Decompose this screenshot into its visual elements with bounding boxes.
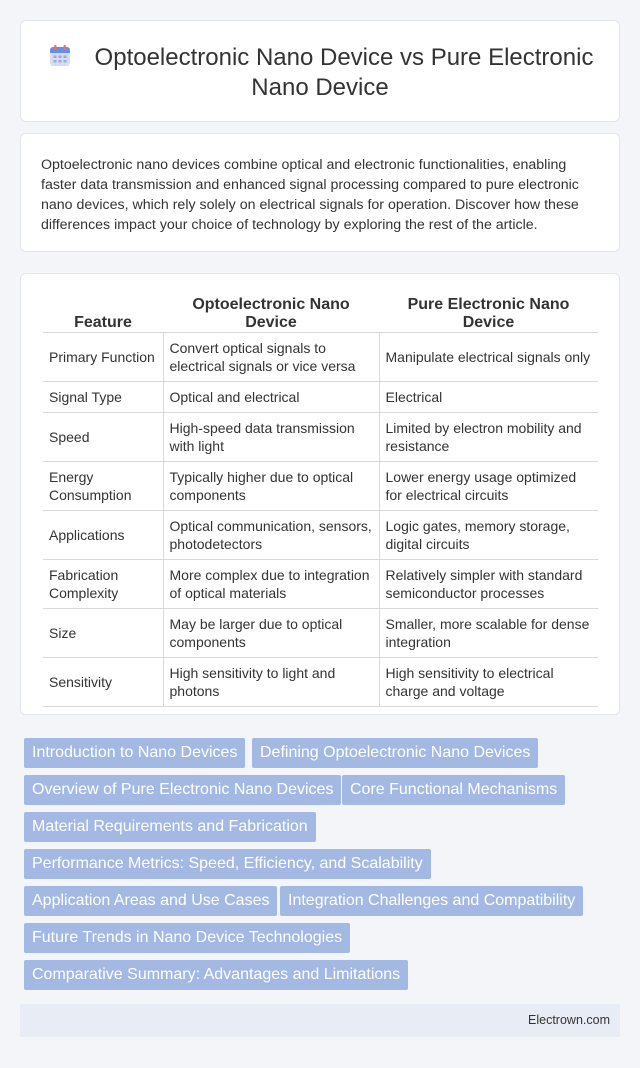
table-cell-feature: Primary Function bbox=[43, 333, 163, 382]
link-future-trends[interactable]: Future Trends in Nano Device Technologies bbox=[24, 923, 350, 953]
table-cell: Typically higher due to optical components bbox=[163, 462, 379, 511]
table-cell: Optical and electrical bbox=[163, 382, 379, 413]
table-cell: More complex due to integration of optical materials bbox=[163, 560, 379, 609]
table-cell-feature: Applications bbox=[43, 511, 163, 560]
link-overview-pure-electronic[interactable]: Overview of Pure Electronic Nano Devices bbox=[24, 775, 341, 805]
table-cell-feature: Sensitivity bbox=[43, 658, 163, 707]
footer-brand[interactable]: Electrown.com bbox=[528, 1013, 610, 1027]
table-cell: High-speed data transmission with light bbox=[163, 413, 379, 462]
comparison-table-card bbox=[20, 273, 620, 715]
title-card bbox=[20, 20, 620, 122]
table-cell-feature: Fabrication Complexity bbox=[43, 560, 163, 609]
table-row bbox=[43, 511, 598, 560]
table-cell-feature: Energy Consumption bbox=[43, 462, 163, 511]
calendar-icon bbox=[47, 43, 73, 69]
table-cell: Manipulate electrical signals only bbox=[379, 333, 598, 382]
link-application-areas[interactable]: Application Areas and Use Cases bbox=[24, 886, 277, 916]
page-title: Optoelectronic Nano Device vs Pure Electronic Nano Device bbox=[94, 44, 594, 101]
link-defining-optoelectronic[interactable]: Defining Optoelectronic Nano Devices bbox=[252, 738, 538, 768]
table-cell: High sensitivity to light and photons bbox=[163, 658, 379, 707]
header-pure-electronic: Pure Electronic Nano Device bbox=[379, 296, 598, 333]
table-cell: Convert optical signals to electrical signals or vice versa bbox=[163, 333, 379, 382]
link-comparative-summary[interactable]: Comparative Summary: Advantages and Limitations bbox=[24, 960, 408, 990]
table-row bbox=[43, 560, 598, 609]
table-cell: Smaller, more scalable for dense integration bbox=[379, 609, 598, 658]
table-row bbox=[43, 609, 598, 658]
link-introduction[interactable]: Introduction to Nano Devices bbox=[24, 738, 245, 768]
link-performance-metrics[interactable]: Performance Metrics: Speed, Efficiency, and Scalability bbox=[24, 849, 431, 879]
link-integration-challenges[interactable]: Integration Challenges and Compatibility bbox=[280, 886, 583, 916]
table-cell: Lower energy usage optimized for electrical circuits bbox=[379, 462, 598, 511]
table-cell: Logic gates, memory storage, digital circuits bbox=[379, 511, 598, 560]
table-row bbox=[43, 413, 598, 462]
table-row bbox=[43, 462, 598, 511]
link-material-fabrication[interactable]: Material Requirements and Fabrication bbox=[24, 812, 316, 842]
header-optoelectronic: Optoelectronic Nano Device bbox=[163, 296, 379, 333]
link-core-mechanisms[interactable]: Core Functional Mechanisms bbox=[342, 775, 565, 805]
comparison-table bbox=[43, 296, 598, 707]
table-cell-feature: Speed bbox=[43, 413, 163, 462]
table-cell-feature: Size bbox=[43, 609, 163, 658]
footer bbox=[20, 1004, 620, 1037]
table-row bbox=[43, 382, 598, 413]
table-cell: Relatively simpler with standard semiconductor processes bbox=[379, 560, 598, 609]
table-cell: May be larger due to optical components bbox=[163, 609, 379, 658]
intro-text: Optoelectronic nano devices combine optical and electronic functionalities, enabling faster data transmission and enhanced signal processing compared to pure electronic nano devices, which rely solely on electrical signals for operation. Discover how these differences impact your choice of technology by exploring the rest of the article. bbox=[41, 157, 579, 233]
intro-card bbox=[20, 133, 620, 252]
table-row bbox=[43, 333, 598, 382]
table-cell-feature: Signal Type bbox=[43, 382, 163, 413]
table-header-row bbox=[43, 296, 598, 333]
table-cell: Limited by electron mobility and resistance bbox=[379, 413, 598, 462]
header-feature: Feature bbox=[43, 296, 163, 333]
table-cell: Electrical bbox=[379, 382, 598, 413]
table-row bbox=[43, 658, 598, 707]
table-cell: High sensitivity to electrical charge and voltage bbox=[379, 658, 598, 707]
page-title-wrap bbox=[41, 43, 599, 103]
table-cell: Optical communication, sensors, photodetectors bbox=[163, 511, 379, 560]
